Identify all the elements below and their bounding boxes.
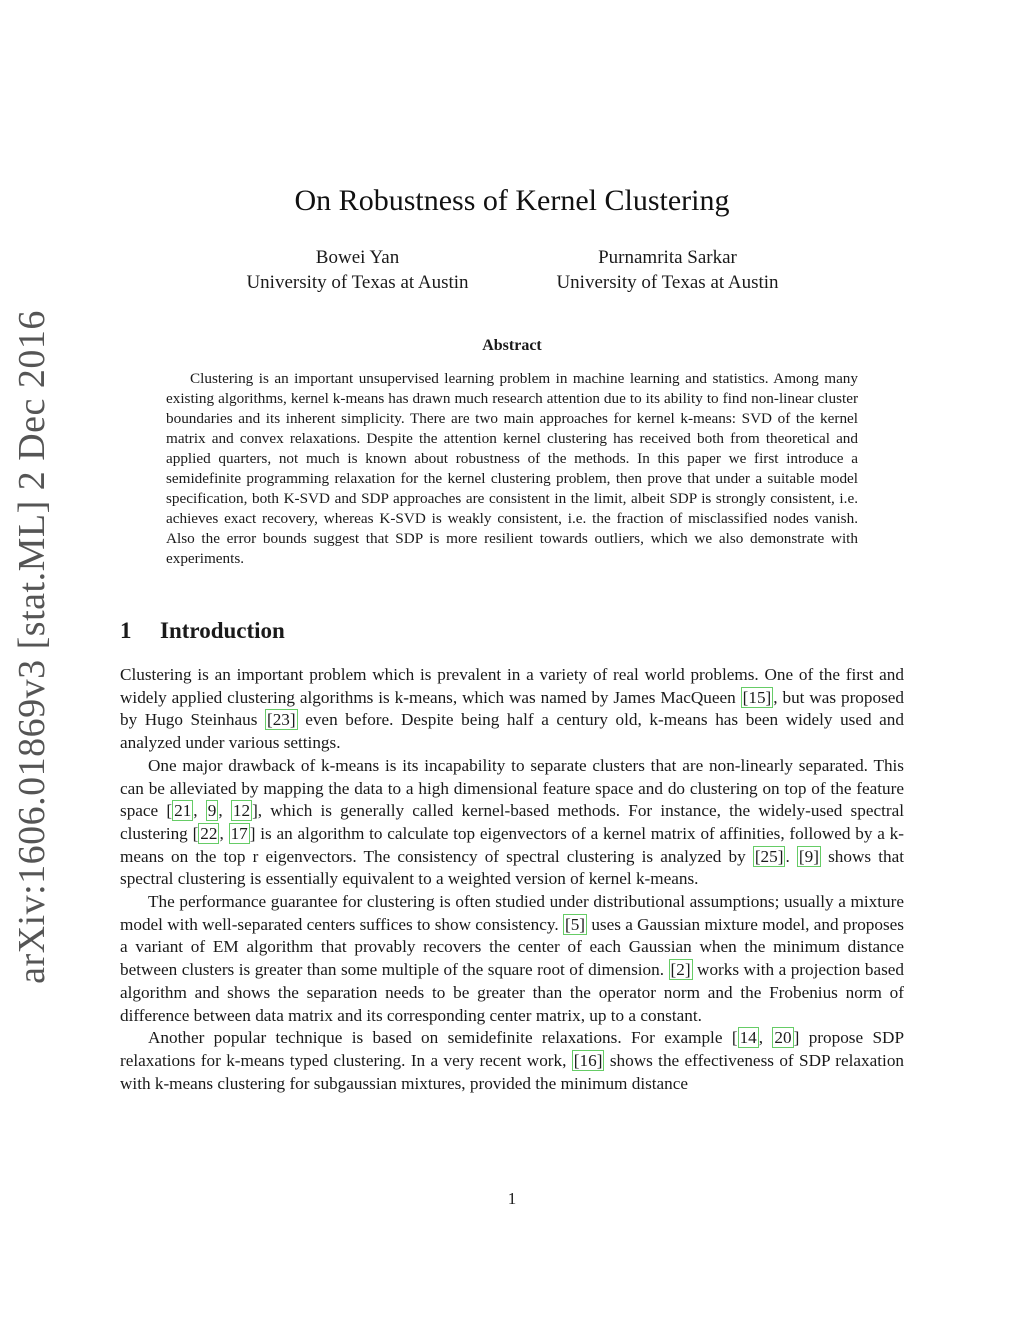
citation-link[interactable]: [5] xyxy=(564,914,586,934)
citation-link[interactable]: [23] xyxy=(266,710,296,730)
citation-link[interactable]: 21 xyxy=(174,801,192,821)
section-number: 1 xyxy=(120,618,132,643)
paragraph-text: Clustering is an important problem which is prevalent in a variety of real world problems. One of the first and widely applied clustering algorithms is k-means, which was named by James MacQueen xyxy=(120,665,904,707)
paragraph-text: shows that spectral clustering is essentially equivalent to a weighted version of kernel k-means. xyxy=(120,846,905,889)
paragraph-text: . xyxy=(785,846,797,866)
paragraph-text: , xyxy=(193,801,206,821)
citation-link[interactable]: [16] xyxy=(573,1050,603,1070)
paragraph-text: ], which is generally called kernel-based methods. For instance, the widely-used spectral clustering [ xyxy=(120,801,904,843)
paragraph-text: works with a projection based algorithm and shows the separation needs to be greater than the operator norm and the Frobenius norm of difference between data matrix and its corresponding center matrix, up to a constant. xyxy=(120,960,905,1025)
citation-link[interactable]: 9 xyxy=(207,801,217,821)
paragraph-text: shows the effectiveness of SDP relaxation with k-means clustering for subgaussian mixtures, provided the minimum distance xyxy=(120,1050,905,1093)
paragraph-2 xyxy=(120,755,904,891)
paragraph-text: even before. Despite being half a century old, k-means has been widely used and analyzed under various settings. xyxy=(120,710,904,753)
arxiv-identifier-text: arXiv:1606.01869v3 [stat.ML] 2 Dec 2016 xyxy=(11,310,53,984)
citation-link[interactable]: [25] xyxy=(754,846,784,866)
citation-link[interactable]: [2] xyxy=(670,960,691,980)
paragraph-4 xyxy=(120,1027,904,1095)
paragraph-text: , xyxy=(758,1028,773,1048)
paragraph-text: , xyxy=(219,823,229,843)
section-body xyxy=(120,664,904,1095)
section-heading xyxy=(120,618,285,644)
abstract-body: Clustering is an important unsupervised learning problem in machine learning and statistics. Among many existing algorithms, kernel k-means has drawn much research attention due to its ability to find non-linear cluster boundaries and its inherent simplicity. There are two main approaches for kernel k-means: SVD of the kernel matrix and convex relaxations. Despite the attention kernel clustering has received both from theoretical and applied quarters, not much is known about robustness of the methods. In this paper we first introduce a semidefinite programming relaxation for the kernel clustering problem, then prove that under a suitable model specification, both K-SVD and SDP approaches are consistent in the limit, albeit SDP is strongly consistent, i.e. achieves exact recovery, whereas K-SVD is weakly consistent, i.e. the fraction of misclassified nodes vanish. Also the error bounds suggest that SDP is more resilient towards outliers, which we also demonstrate with experiments. xyxy=(166,370,858,567)
paragraph-3 xyxy=(120,891,904,1027)
citation-link[interactable]: [9] xyxy=(798,846,819,866)
paragraph-text: , xyxy=(218,801,231,821)
paragraph-text: The performance guarantee for clustering is often studied under distributional assumptions; usually a mixture model with well-separated centers suffices to show consistency. xyxy=(120,892,904,934)
paragraph-text: One major drawback of k-means is its incapability to separate clusters that are non-linearly separated. This can be alleviated by mapping the data to a high dimensional feature space and do clustering on top of the feature space [ xyxy=(120,755,904,821)
section-title: Introduction xyxy=(160,618,285,643)
author-block-1 xyxy=(220,245,495,295)
paragraph-1 xyxy=(120,664,904,755)
citation-link[interactable]: 20 xyxy=(774,1028,792,1048)
author-name: Bowei Yan xyxy=(315,247,400,268)
citation-link[interactable]: 22 xyxy=(200,823,218,843)
citation-link[interactable]: 17 xyxy=(230,823,248,843)
paragraph-text: ] is an algorithm to calculate top eigenvectors of a kernel matrix of affinities, followed by a k-means on the top r eigenvectors. The consistency of spectral clustering is analyzed by xyxy=(120,823,904,866)
page-number: 1 xyxy=(507,1189,517,1208)
author-affiliation: University of Texas at Austin xyxy=(556,272,779,293)
paragraph-text: uses a Gaussian mixture model, and proposes a variant of EM algorithm that provably recovers the center of each Gaussian when the minimum distance between clusters is greater than some multiple of the square root of dimension. xyxy=(120,914,904,980)
author-block-2 xyxy=(530,245,805,295)
paragraph-text: , but was proposed by Hugo Steinhaus xyxy=(120,687,904,730)
author-name: Purnamrita Sarkar xyxy=(598,247,737,268)
abstract-heading: Abstract xyxy=(482,337,542,354)
citation-link[interactable]: 12 xyxy=(232,801,251,821)
citation-link[interactable]: 14 xyxy=(739,1028,757,1048)
paragraph-text: ] propose SDP relaxations for k-means typed clustering. In a very recent work, xyxy=(120,1028,905,1070)
paragraph-text: Another popular technique is based on semidefinite relaxations. For example [ xyxy=(148,1028,738,1048)
author-affiliation: University of Texas at Austin xyxy=(246,272,469,293)
paper-title: On Robustness of Kernel Clustering xyxy=(294,184,730,217)
citation-link[interactable]: [15] xyxy=(742,687,772,707)
